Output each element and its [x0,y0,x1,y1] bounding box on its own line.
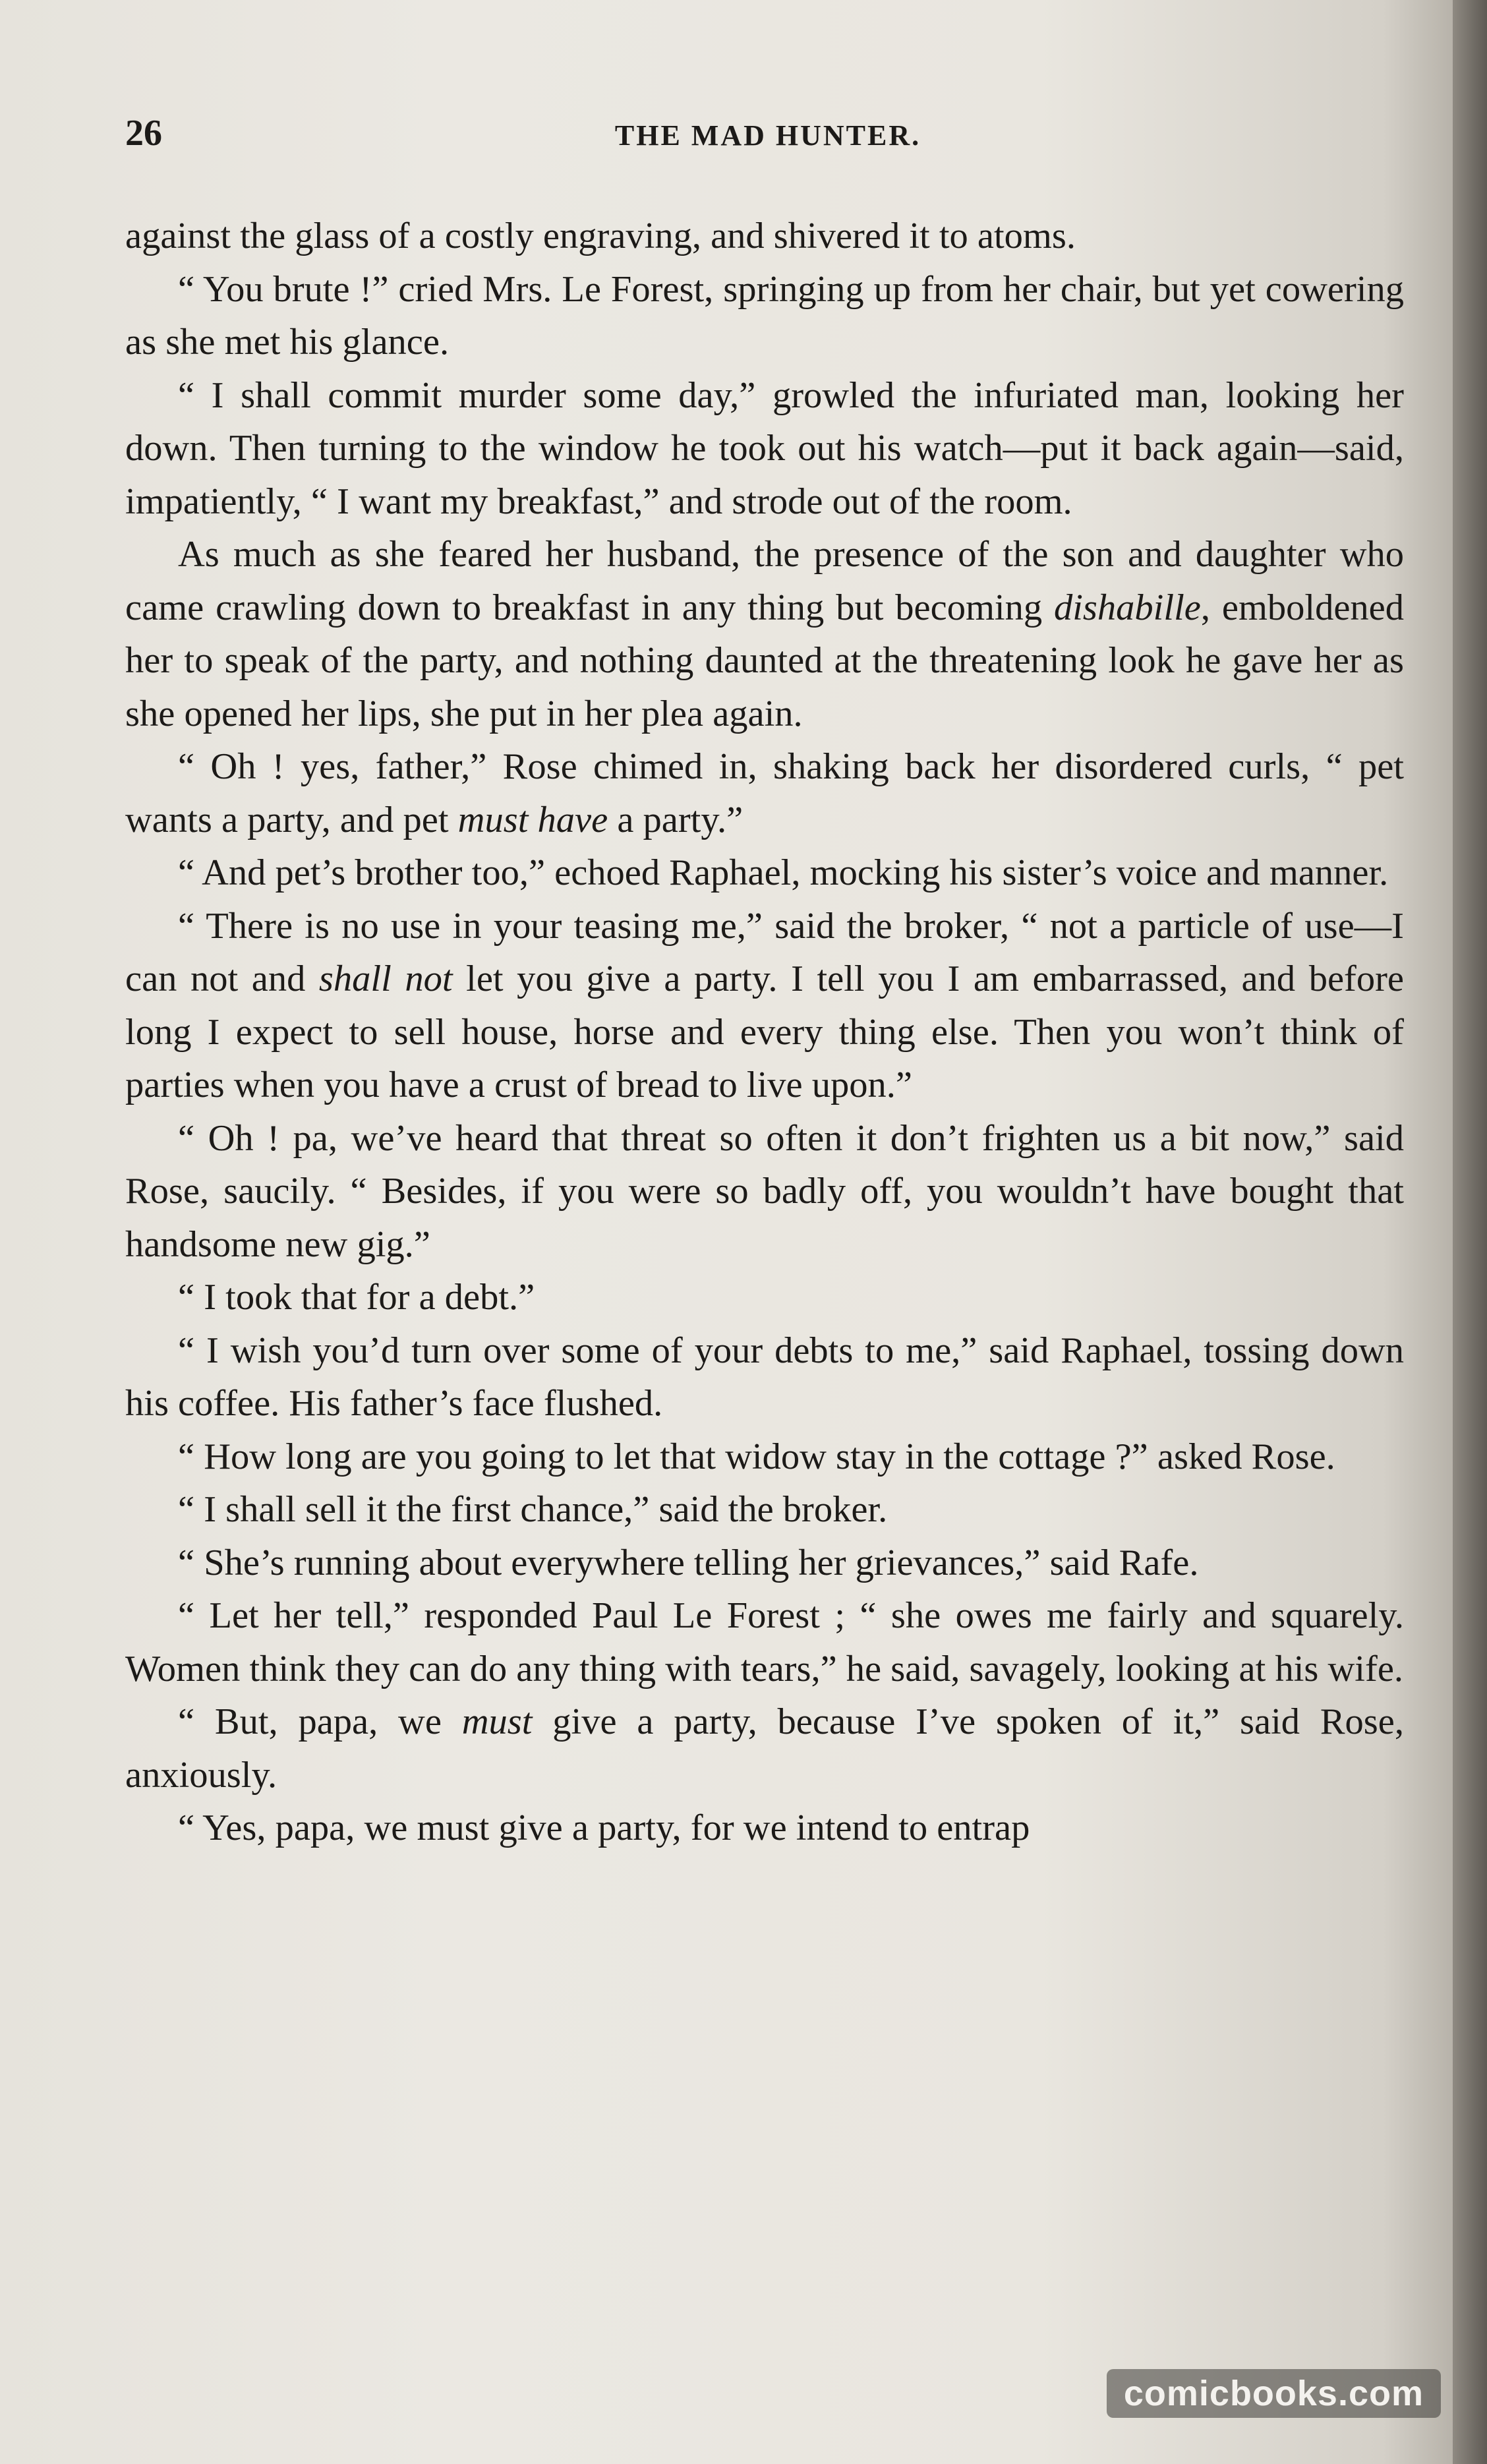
paragraph: “ Oh ! pa, we’ve heard that threat so often it don’t frighten us a bit now,” said Rose, saucily. “ Besides, if you were so badly off, you wouldn’t have bought that handsome new gig.” [125,1117,1404,1265]
paragraph: As much as she feared her husband, the presence of the son and daughter who came crawling down to breakfast in any thing but becoming dishabille, emboldened her to speak of the party, and nothing daunted at the threatening look he gave her as she opened her lips, she put in her plea again. [125,534,1404,734]
italic-word: must [461,1701,533,1742]
paragraph: “ But, papa, we must give a party, because I’ve spoken of it,” said Rose, anxiously. [125,1701,1404,1796]
paragraph: “ I took that for a debt.” [178,1277,535,1318]
paragraph: “ And pet’s brother too,” echoed Raphael, mocking his sister’s voice and manner. [178,852,1389,893]
italic-word: dishabille [1053,587,1201,628]
paragraph: “ She’s running about everywhere telling her grievances,” said Rafe. [178,1542,1199,1583]
paragraph: “ You brute !” cried Mrs. Le Forest, springing up from her chair, but yet cowering as she met his glance. [125,268,1404,363]
paragraph: “ How long are you going to let that widow stay in the cottage ?” asked Rose. [178,1436,1335,1477]
paragraph: “ There is no use in your teasing me,” said the broker, “ not a particle of use—I can not and shall not let you give a party. I tell you I am embarrassed, and before long I expect to sell house, horse and every thing else. Then you won’t think of parties when you have a crust of bread to live upon.” [125,905,1404,1105]
page-gutter [1453,0,1487,2464]
italic-phrase: shall not [318,958,453,999]
running-title: THE MAD HUNTER. [614,119,921,152]
paragraph: “ Let her tell,” responded Paul Le Forest ; “ she owes me fairly and squarely. Women think they can do any thing with tears,” he said, savagely, looking at his wife. [125,1595,1404,1689]
paragraph: “ Yes, papa, we must give a party, for we intend to entrap [178,1807,1030,1848]
italic-phrase: must have [457,799,608,840]
paragraph: against the glass of a costly engraving, and shivered it to atoms. [125,216,1076,256]
paragraph: “ I wish you’d turn over some of your debts to me,” said Raphael, tossing down his coffee. His father’s face flushed. [125,1330,1404,1424]
page-number: 26 [125,113,162,154]
page-header [125,112,1411,165]
paragraph: “ I shall commit murder some day,” growled the infuriated man, looking her down. Then turning to the window he took out his watch—put it back again—said, impatiently, “ I want my breakfast,” and strode out of the room. [125,374,1404,522]
paragraph: “ Oh ! yes, father,” Rose chimed in, shaking back her disordered curls, “ pet wants a party, and pet must have a party.” [125,746,1404,840]
body-text [125,210,1404,1855]
paragraph: “ I shall sell it the first chance,” said the broker. [178,1489,888,1530]
watermark: comicbooks.com [1107,2369,1441,2418]
